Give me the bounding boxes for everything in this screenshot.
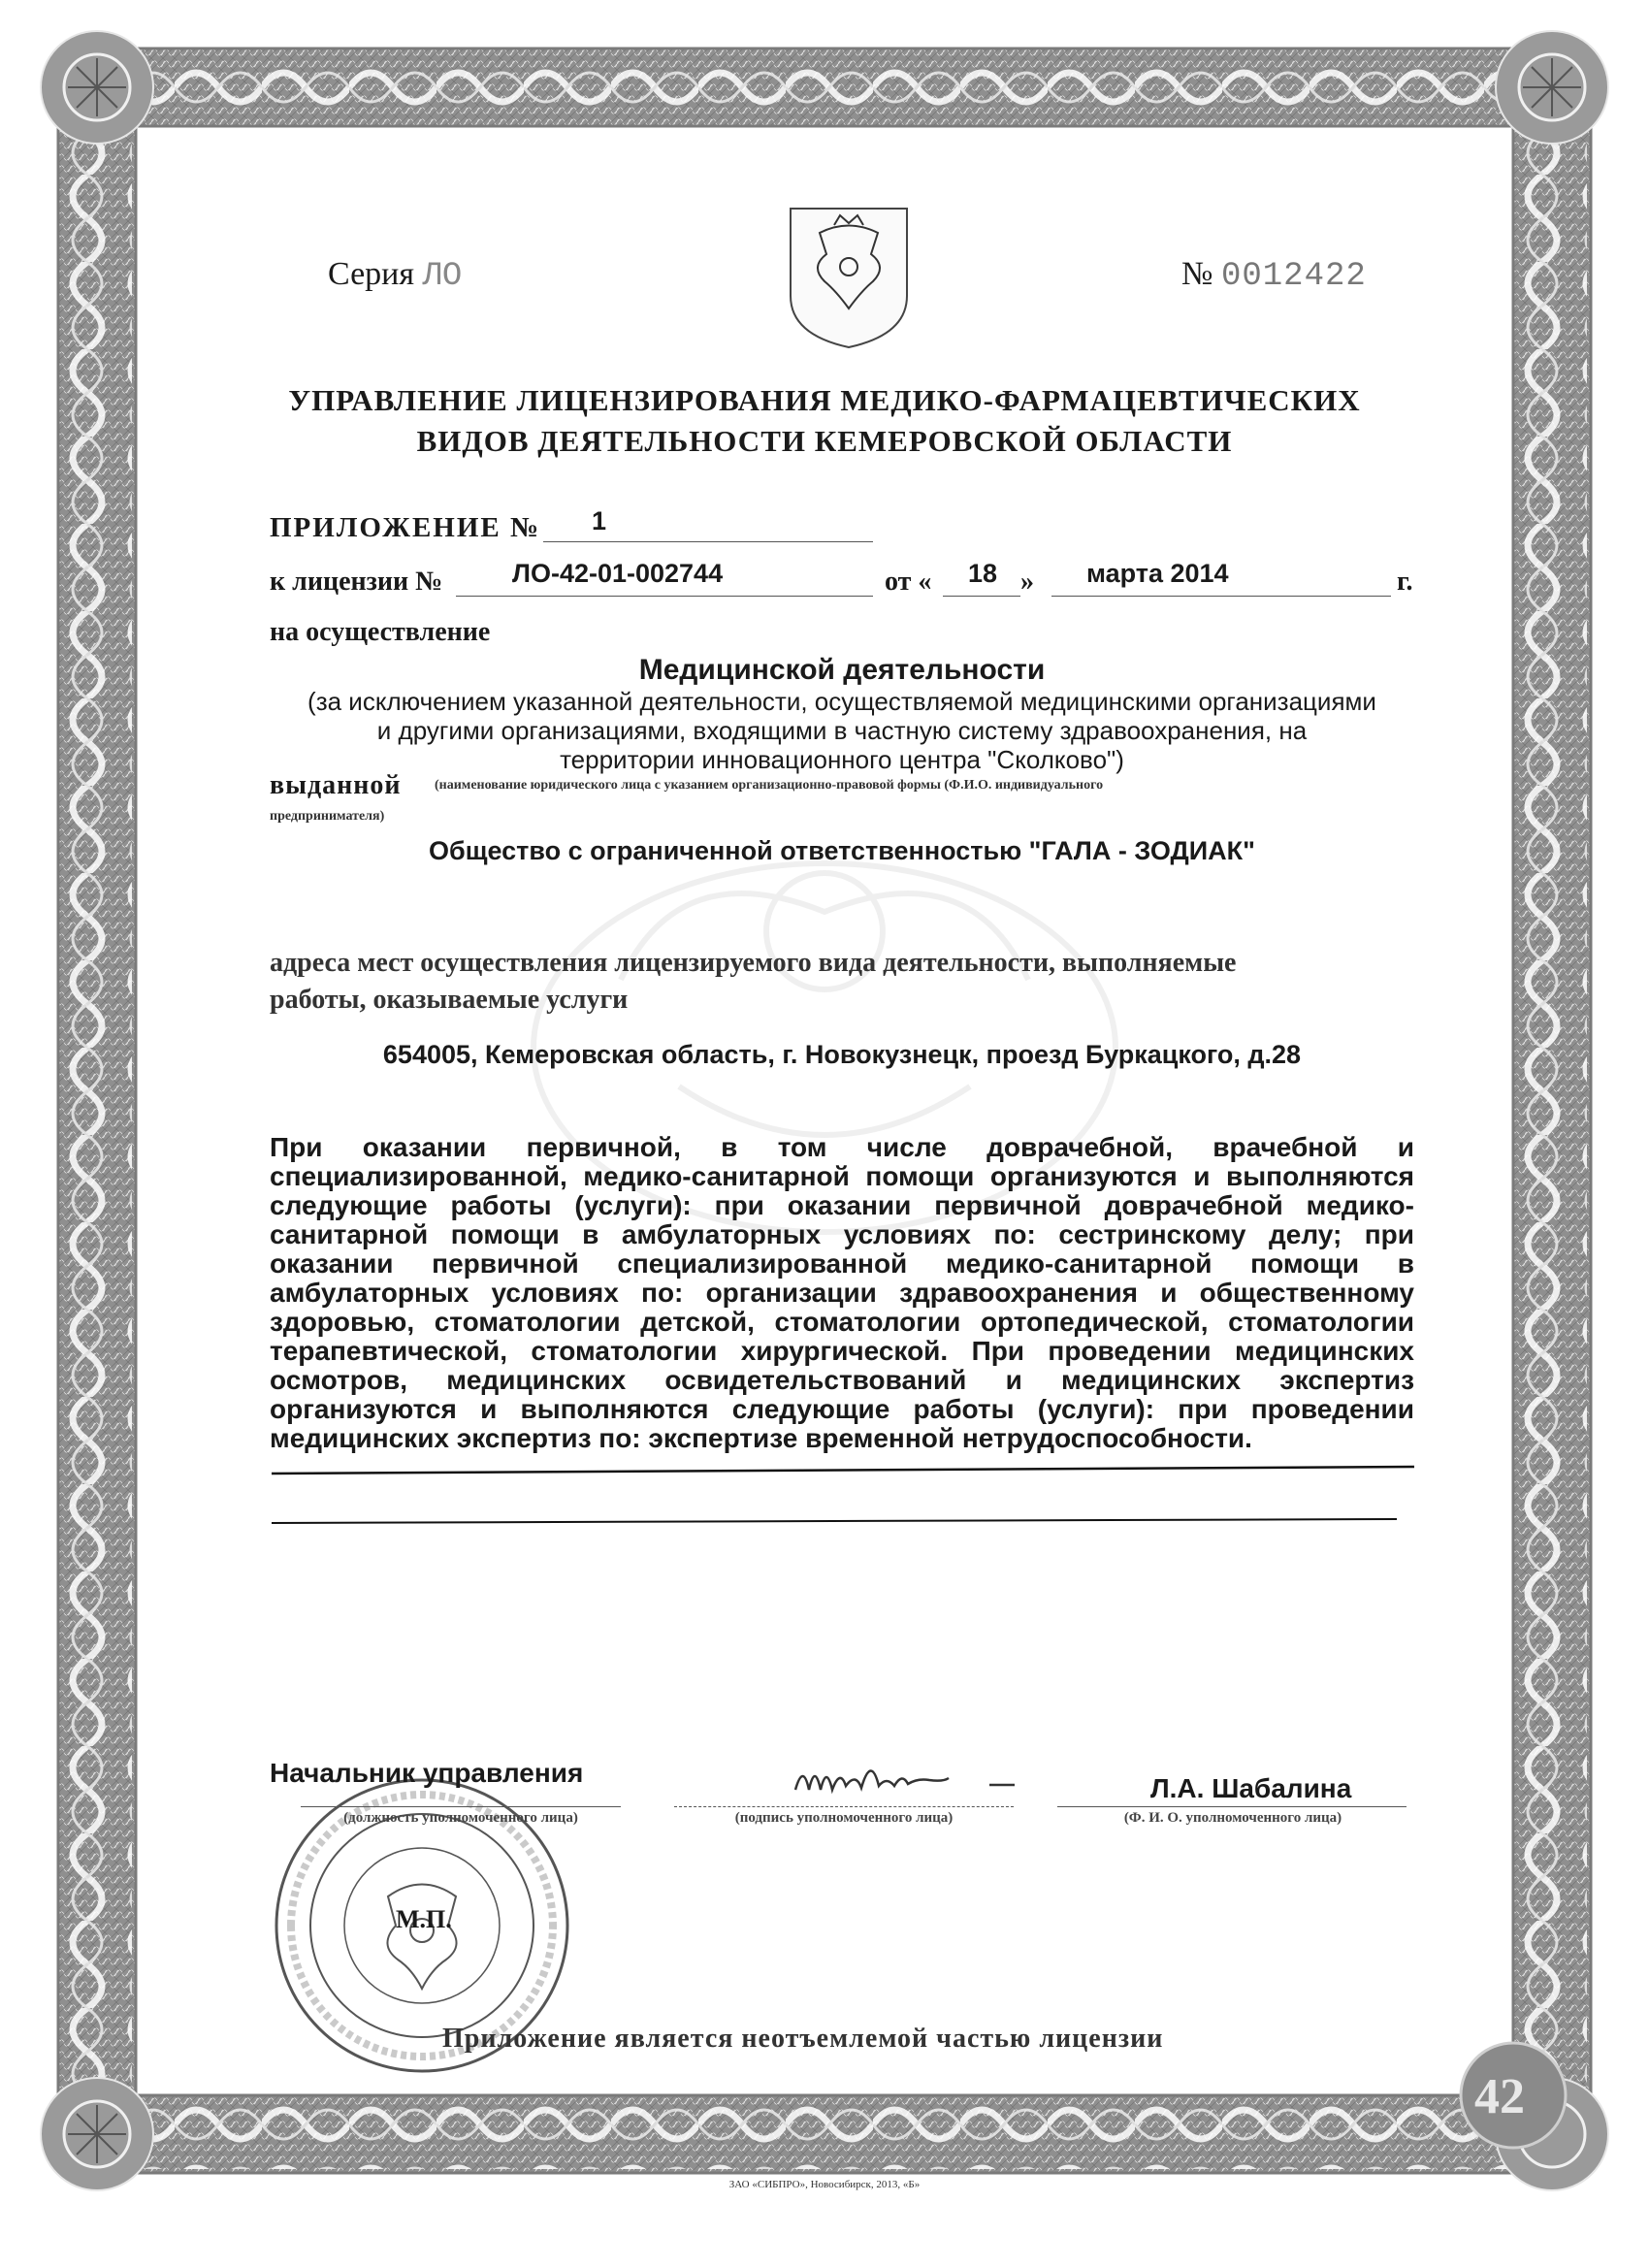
number-sign: № [1181,256,1213,292]
services-line: организуются и выполняются следующие работы (услуги): при проведении [270,1394,1414,1424]
series-value: ЛО [422,258,463,295]
issued-label: выданной [270,770,402,800]
signatory-position: Начальник управления [270,1758,584,1788]
coat-of-arms-icon [791,209,907,347]
services-line: амбулаторных условиях по: организации здравоохранения и общественному [270,1278,1414,1308]
region-code: 42 [1474,2069,1525,2124]
authority-line-1: УПРАВЛЕНИЕ ЛИЦЕНЗИРОВАНИЯ МЕДИКО-ФАРМАЦЕВТИЧЕСКИХ [288,383,1361,417]
license-day: 18 [968,559,998,588]
license-label: к лицензии № [270,567,443,597]
services-line: санитарной помощи в амбулаторных условиях по: сестринскому делу; при [270,1219,1414,1249]
day-underline [943,596,1020,597]
services-line: осмотров, медицинских освидетельствований и медицинских экспертиз [270,1365,1414,1395]
appendix-label: ПРИЛОЖЕНИЕ № [270,512,541,543]
services-text [270,1133,1414,1453]
name-caption: (Ф. И. О. уполномоченного лица) [1123,1810,1342,1826]
activity-label: на осуществление [270,617,491,647]
activity-line-1: (за исключением указанной деятельности, осуществляемой медицинскими организациями [307,687,1376,716]
address-label [270,945,1434,1019]
name-underline [1057,1806,1406,1807]
activity-description [250,687,1434,774]
signature-underline [674,1806,1014,1807]
services-line: терапевтической, стоматологии хирургической. При проведении медицинских [270,1336,1414,1366]
issued-note-1: (наименование юридического лица с указанием организационно-правовой формы (Ф.И.О. индивидуального [435,778,1104,793]
address-value: 654005, Кемеровская область, г. Новокузнецк, проезд Буркацкого, д.28 [382,1040,1302,1069]
appendix-number: 1 [592,506,607,535]
license-number: ЛО-42-01-002744 [512,559,724,588]
services-line: специализированной, медико-санитарной помощи организуются и выполняются [270,1161,1414,1191]
services-line: медицинских экспертиз по: экспертизе временной нетрудоспособности. [270,1423,1252,1453]
position-caption: (должность уполномоченного лица) [343,1810,578,1826]
printer-imprint: ЗАО «СИБПРО», Новосибирск, 2013, «Б» [728,2179,921,2190]
handwritten-signature-icon [795,1770,1015,1790]
license-month-year: марта 2014 [1086,559,1229,588]
authority-line-2: ВИДОВ ДЕЯТЕЛЬНОСТИ КЕМЕРОВСКОЙ ОБЛАСТИ [416,424,1233,458]
services-line: следующие работы (услуги): при оказании первичной доврачебной медико- [270,1190,1414,1220]
number-line [1181,256,1367,295]
services-line: При оказании первичной, в том числе доврачебной, врачебной и [270,1132,1414,1162]
series-label: Серия [328,256,415,292]
activity-line-2: и другими организациями, входящими в частную систему здравоохранения, на [376,716,1308,745]
activity-title: Медицинской деятельности [638,654,1046,686]
license-underline [456,596,873,597]
date-from-label: от « [885,567,932,597]
authority-title [233,380,1416,462]
date-close-quote: » [1020,567,1034,597]
year-suffix: г. [1397,567,1413,597]
activity-line-3: территории инновационного центра "Сколково") [560,745,1124,774]
address-label-line-2: работы, оказываемые услуги [270,985,629,1015]
signatory-name: Л.А. Шабалина [1150,1773,1352,1803]
issued-note-2: предпринимателя) [270,809,385,824]
position-underline [301,1806,621,1807]
appendix-footer-note: Приложение является неотъемлемой частью лицензии [442,2024,1164,2054]
series-line [328,256,462,295]
address-label-line-1: адреса мест осуществления лицензируемого вида деятельности, выполняемые [270,948,1237,978]
organization-name: Общество с ограниченной ответственностью "ГАЛА - ЗОДИАК" [429,836,1255,865]
form-number: 0012422 [1220,258,1367,295]
month-underline [1051,596,1391,597]
stamp-mark: М.П. [396,1905,452,1933]
signature-caption: (подпись уполномоченного лица) [734,1810,954,1826]
services-line: оказании первичной специализированной медико-санитарной помощи в [270,1248,1414,1279]
services-line: здоровью, стоматологии детской, стоматологии ортопедической, стоматологии [270,1307,1414,1337]
appendix-underline [543,541,873,542]
